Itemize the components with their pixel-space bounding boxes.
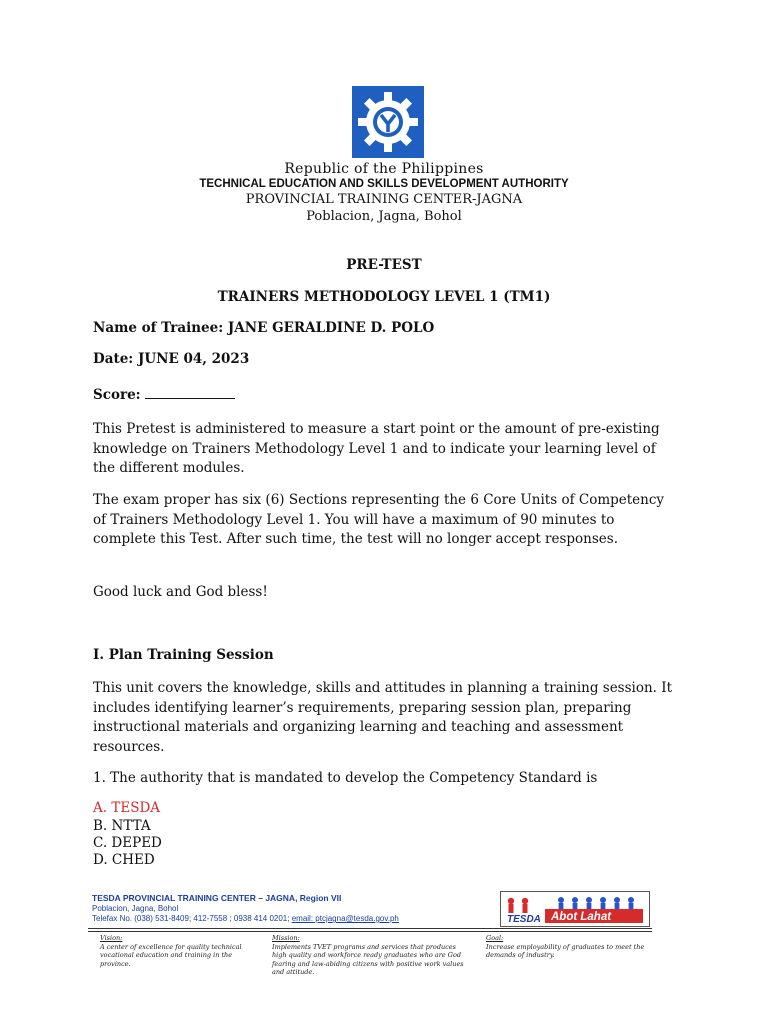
center-heading: PROVINCIAL TRAINING CENTER-JAGNA	[245, 192, 523, 207]
mission-block	[272, 934, 472, 977]
intro-paragraph-1: This Pretest is administered to measure a start point or the amount of pre-existing knowledge on Trainers Methodology Level 1 and to indicate your learning level of the different modules.	[93, 421, 660, 476]
footer-address: Poblacion, Jagna, Bohol	[92, 904, 179, 913]
agency-heading: TECHNICAL EDUCATION AND SKILLS DEVELOPMENT AUTHORITY	[199, 178, 569, 190]
badge-prefix-text: TESDA	[507, 914, 541, 925]
trainee-name: Name of Trainee: JANE GERALDINE D. POLO	[93, 320, 435, 336]
vision-label: Vision:	[100, 934, 123, 942]
republic-heading: Republic of the Philippines	[284, 161, 484, 177]
goal-label: Goal:	[486, 934, 504, 942]
page-title: PRE-TEST	[346, 257, 422, 273]
option-d: D. CHED	[93, 852, 155, 868]
score-field	[93, 386, 235, 403]
option-c: C. DEPED	[93, 835, 162, 851]
score-blank-line	[145, 386, 235, 399]
intro-paragraph-2: The exam proper has six (6) Sections representing the 6 Core Units of Competency of Trainers Methodology Level 1. You will have a maximum of 90 minutes to complete this Test. After such time, the test will no longer accept responses.	[93, 492, 665, 547]
tesda-logo-icon	[352, 86, 424, 158]
footer-divider-2	[88, 931, 652, 932]
footer-contact	[92, 914, 399, 923]
option-a: A. TESDA	[93, 800, 161, 816]
vision-text: A center of excellence for quality technical vocational education and training in the province.	[100, 942, 242, 968]
goal-text: Increase employability of graduates to meet the demands of industry.	[486, 942, 645, 959]
option-b: B. NTTA	[93, 818, 151, 834]
abot-lahat-badge	[500, 891, 650, 927]
section-description: This unit covers the knowledge, skills and attitudes in planning a training session. It includes identifying learner’s requirements, preparing session plan, preparing instructional materials and organizing learning and teaching and assessment resources.	[93, 680, 673, 755]
vision-block	[100, 934, 260, 968]
mission-text: Implements TVET programs and services that produces high quality and workforce ready graduates who are God fearing and law-abiding citizens with positive work values and attitude.	[272, 942, 464, 976]
test-date: Date: JUNE 04, 2023	[93, 351, 250, 367]
address-heading: Poblacion, Jagna, Bohol	[306, 209, 462, 224]
footer-phone: Telefax No. (038) 531-8409; 412-7558 ; 0938 414 0201;	[92, 914, 290, 923]
badge-main-text: Abot Lahat	[551, 911, 612, 923]
page-subtitle: TRAINERS METHODOLOGY LEVEL 1 (TM1)	[217, 289, 551, 305]
intro-paragraph-3: Good luck and God bless!	[93, 584, 268, 600]
section-heading: I. Plan Training Session	[93, 647, 274, 663]
score-label: Score:	[93, 387, 141, 403]
footer-org: TESDA PROVINCIAL TRAINING CENTER – JAGNA, Region VII	[92, 893, 342, 903]
goal-block	[486, 934, 650, 960]
footer-email[interactable]: email: ptcjagna@tesda.gov.ph	[291, 914, 399, 923]
footer-divider	[88, 928, 652, 929]
question-1: 1. The authority that is mandated to develop the Competency Standard is	[93, 770, 598, 786]
mission-label: Mission:	[272, 934, 300, 942]
